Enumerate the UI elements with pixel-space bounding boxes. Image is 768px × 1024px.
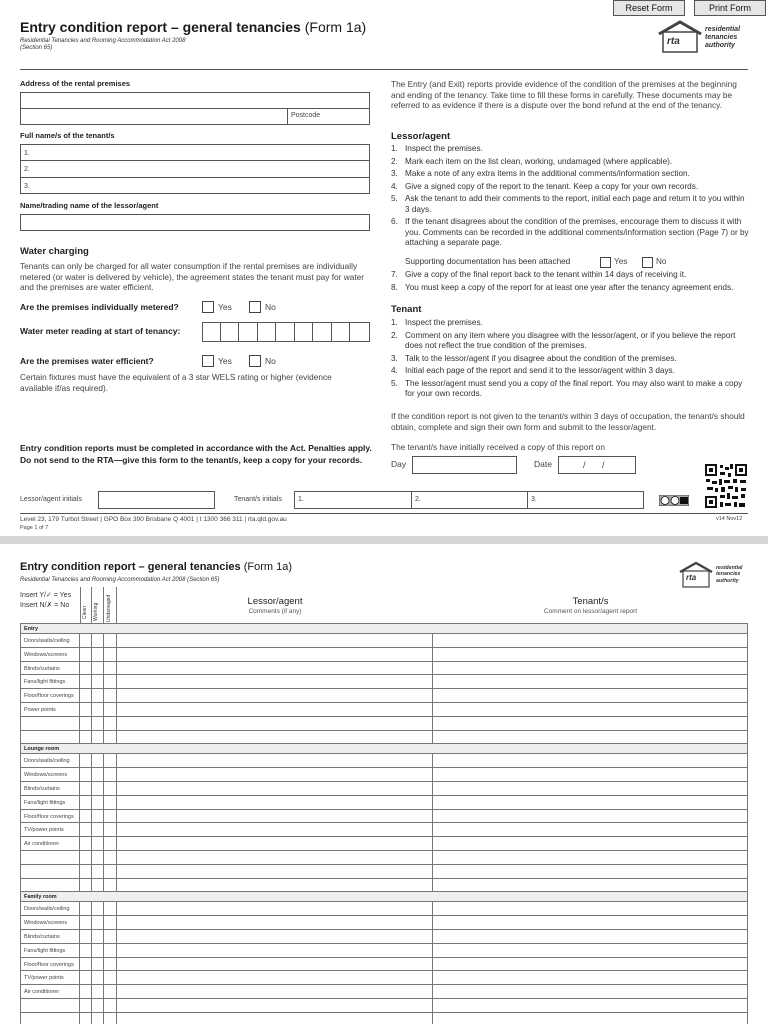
not-given-text: If the condition report is not given to the tenant/s within 3 days of occupation, the tenant/s should obtain, complete and sign their own form and submit to the lessor/agent. — [391, 411, 745, 432]
table-row — [21, 823, 747, 837]
tenant-comment-cell[interactable] — [433, 768, 747, 781]
working-cell[interactable] — [92, 837, 104, 850]
clean-cell[interactable] — [80, 971, 92, 984]
lessor-comment-cell[interactable] — [117, 810, 433, 823]
meter-reading-label: Water meter reading at start of tenancy: — [20, 326, 181, 336]
table-row — [21, 999, 747, 1013]
item-label: Air conditioner — [24, 989, 60, 996]
undamaged-cell[interactable] — [104, 985, 117, 998]
item-label: Power points — [24, 707, 56, 713]
lessor-comment-cell[interactable] — [117, 958, 433, 971]
tenant-comment-cell[interactable] — [433, 782, 747, 795]
print-form-button[interactable]: Print Form — [694, 0, 766, 16]
item-label: TV/power points — [24, 975, 64, 982]
page-title: Entry condition report – general tenancies (Form 1a) — [20, 19, 367, 35]
supporting-doc-no-checkbox[interactable] — [642, 257, 653, 268]
efficient-yes-checkbox[interactable] — [202, 355, 214, 367]
tenant-initials-group — [294, 491, 644, 509]
footer-page-number: Page 1 of 7 — [20, 525, 49, 531]
lessor-comment-cell[interactable] — [117, 717, 433, 730]
clean-cell[interactable] — [80, 731, 92, 744]
tenant-comment-cell[interactable] — [433, 902, 747, 915]
tenants-label: Full name/s of the tenant/s — [20, 131, 115, 140]
working-cell[interactable] — [92, 731, 104, 744]
lessor-comment-cell[interactable] — [117, 648, 433, 661]
table-row — [21, 648, 747, 662]
tenant-name-field-2[interactable]: 2. — [21, 161, 369, 178]
item-label: TV/power points — [24, 827, 64, 834]
item-label: Windows/screens — [24, 651, 68, 658]
tenant-initials-field-2[interactable]: 2. — [412, 492, 528, 508]
clean-cell[interactable] — [80, 768, 92, 781]
tenant-comment-cell[interactable] — [433, 916, 747, 929]
item-label: Blinds/curtains — [24, 786, 60, 792]
clean-cell[interactable] — [80, 837, 92, 850]
lessor-comment-cell[interactable] — [117, 865, 433, 878]
page2-act-reference: Residential Tenancies and Rooming Accommodation Act 2008 (Section 65) — [20, 577, 220, 583]
list-item: 4. Initial each page of the report and send it to the lessor/agent within 3 days. — [391, 366, 675, 375]
item-cell — [21, 717, 80, 730]
table-row — [21, 810, 747, 824]
tenant-comment-cell[interactable] — [433, 958, 747, 971]
undamaged-cell[interactable] — [104, 837, 117, 850]
lessor-comment-cell[interactable] — [117, 754, 433, 767]
list-item: 2. Comment on any item where you disagree with the lessor/agent, or if you believe the report does not reflect the true condition of the premises. — [391, 330, 736, 350]
efficient-question: Are the premises water efficient? — [20, 356, 154, 366]
table-row — [21, 796, 747, 810]
tenant-comment-cell[interactable] — [433, 879, 747, 892]
table-row — [21, 689, 747, 703]
efficient-yes-label: Yes — [218, 356, 232, 366]
tenant-initials-field-3[interactable]: 3. — [531, 496, 537, 503]
undamaged-cell[interactable] — [104, 796, 117, 809]
undamaged-cell[interactable] — [104, 703, 117, 716]
tenant-comment-cell[interactable] — [433, 648, 747, 661]
lessor-name-field[interactable] — [20, 214, 370, 231]
item-label: Windows/screens — [24, 772, 68, 779]
tenant-heading: Tenant — [391, 304, 422, 315]
working-cell[interactable] — [92, 971, 104, 984]
working-column-header: Working — [92, 587, 104, 623]
metered-no-checkbox[interactable] — [249, 301, 261, 313]
working-cell[interactable] — [92, 999, 104, 1012]
item-label: Blinds/curtains — [24, 665, 60, 672]
tenant-column-header: Tenant/s — [572, 596, 609, 607]
act-reference: Residential Tenancies and Rooming Accommodation Act 2008 — [20, 38, 186, 44]
item-label: Floor/floor coverings — [24, 961, 74, 968]
lessor-comment-cell[interactable] — [117, 971, 433, 984]
lessor-comment-cell[interactable] — [117, 675, 433, 688]
undamaged-cell[interactable] — [104, 731, 117, 744]
logo-rta-text: rta — [667, 36, 680, 47]
working-cell[interactable] — [92, 754, 104, 767]
list-item: 5. The lessor/agent must send you a copy of the final report. You may also want to make a copy for your own records. — [391, 378, 743, 398]
undamaged-cell[interactable] — [104, 944, 117, 957]
undamaged-cell[interactable] — [104, 634, 117, 647]
clean-cell[interactable] — [80, 703, 92, 716]
tenant-comment-cell[interactable] — [433, 675, 747, 688]
working-cell[interactable] — [92, 930, 104, 943]
day-field[interactable] — [412, 456, 517, 474]
intro-text: The Entry (and Exit) reports provide evidence of the condition of the premises at the beginning and ending of the tenancy. Take time to fill these forms in carefully. These documents may be referred to as evidence if there is a dispute over the bond refund at the end of the tenancy. — [391, 79, 737, 110]
lessor-comment-cell[interactable] — [117, 916, 433, 929]
item-label: Doors/walls/ceiling — [24, 758, 70, 765]
list-item: 6. If the tenant disagrees about the condition of the premises, encourage them to discuss it with you. Comments can be recorded in the additional comments/information section (Page 7) or by attaching a separate page. — [391, 217, 749, 247]
lessor-comment-cell[interactable] — [117, 662, 433, 675]
logo-wordmark: residential tenancies authority — [705, 26, 741, 49]
efficient-no-label: No — [265, 356, 276, 366]
undamaged-cell[interactable] — [104, 1013, 117, 1024]
list-item: 7. Give a copy of the final report back to the tenant within 14 days of receiving it. — [391, 270, 687, 279]
meter-reading-field[interactable] — [202, 322, 370, 342]
lessor-comment-cell[interactable] — [117, 689, 433, 702]
tenant-initials-label: Tenant/s initials — [234, 496, 282, 503]
working-cell[interactable] — [92, 796, 104, 809]
clean-cell[interactable] — [80, 865, 92, 878]
lessor-column-header: Lessor/agent — [247, 596, 303, 607]
list-item: 1. Inspect the premises. — [391, 144, 483, 153]
supporting-doc-no-label: No — [656, 257, 667, 266]
undamaged-cell[interactable] — [104, 851, 117, 864]
working-cell[interactable] — [92, 768, 104, 781]
date-field[interactable]: / / — [558, 456, 636, 474]
working-cell[interactable] — [92, 675, 104, 688]
clean-cell[interactable] — [80, 879, 92, 892]
logo-wordmark: residential tenancies authority — [716, 565, 743, 584]
table-row — [21, 985, 747, 999]
undamaged-cell[interactable] — [104, 662, 117, 675]
item-cell — [21, 879, 80, 892]
list-item: 5. Ask the tenant to add their comments to the report, initial each page and return it to you within 3 days. — [391, 194, 745, 214]
working-cell[interactable] — [92, 703, 104, 716]
tenant-comment-cell[interactable] — [433, 634, 747, 647]
clean-cell[interactable] — [80, 823, 92, 836]
table-row — [21, 902, 747, 916]
lessor-steps-list-continued — [391, 270, 749, 293]
creative-commons-icon — [659, 495, 689, 506]
reset-form-button[interactable]: Reset Form — [613, 0, 685, 16]
efficient-no-checkbox[interactable] — [249, 355, 261, 367]
undamaged-cell[interactable] — [104, 675, 117, 688]
tenant-name-field-1[interactable]: 1. — [21, 145, 369, 161]
lessor-comment-cell[interactable] — [117, 768, 433, 781]
clean-cell[interactable] — [80, 958, 92, 971]
section-label: Entry — [24, 626, 39, 632]
tenant-names-group — [20, 144, 370, 194]
clean-cell[interactable] — [80, 717, 92, 730]
metered-yes-label: Yes — [218, 302, 232, 312]
wels-note: Certain fixtures must have the equivalent of a 3 star WELS rating or higher (evidence available if/as required). — [20, 372, 332, 393]
water-charging-text: Tenants can only be charged for all water consumption if the rental premises are individually metered (or water is delivered by vehicle), the agreement states the tenant must pay for water and the premises are water efficient. — [20, 261, 365, 292]
tenant-comment-cell[interactable] — [433, 731, 747, 744]
supporting-doc-label: Supporting documentation has been attached — [405, 257, 571, 266]
list-item: 1. Inspect the premises. — [391, 318, 483, 327]
undamaged-column-header: Undamaged — [104, 587, 117, 623]
table-row — [21, 717, 747, 731]
clean-cell[interactable] — [80, 675, 92, 688]
lessor-initials-label: Lessor/agent initials — [20, 496, 82, 503]
working-cell[interactable] — [92, 851, 104, 864]
item-label: Windows/screens — [24, 920, 68, 927]
item-cell — [21, 731, 80, 744]
tenant-comment-cell[interactable] — [433, 754, 747, 767]
section-label: Lounge room — [24, 746, 60, 753]
item-label: Doors/walls/ceiling — [24, 638, 70, 644]
tenant-column-subheader: Comment on lessor/agent report — [543, 608, 638, 615]
tenant-comment-cell[interactable] — [433, 851, 747, 864]
metered-yes-checkbox[interactable] — [202, 301, 214, 313]
undamaged-cell[interactable] — [104, 930, 117, 943]
working-cell[interactable] — [92, 717, 104, 730]
working-cell[interactable] — [92, 823, 104, 836]
table-row — [21, 916, 747, 930]
lessor-comment-cell[interactable] — [117, 782, 433, 795]
item-label: Air conditioner — [24, 841, 60, 848]
undamaged-cell[interactable] — [104, 879, 117, 892]
metered-no-label: No — [265, 302, 276, 312]
working-cell[interactable] — [92, 916, 104, 929]
lessor-initials-field[interactable] — [98, 491, 215, 509]
undamaged-cell[interactable] — [104, 823, 117, 836]
tenant-comment-cell[interactable] — [433, 985, 747, 998]
table-row — [21, 944, 747, 958]
tenant-comment-cell[interactable] — [433, 717, 747, 730]
table-row — [21, 851, 747, 865]
lessor-comment-cell[interactable] — [117, 796, 433, 809]
lessor-comment-cell[interactable] — [117, 999, 433, 1012]
undamaged-cell[interactable] — [104, 648, 117, 661]
list-item: 4. Give a signed copy of the report to the tenant. Keep a copy for your own records. — [391, 181, 699, 191]
lessor-agent-heading: Lessor/agent — [391, 131, 451, 142]
working-cell[interactable] — [92, 865, 104, 878]
water-charging-heading: Water charging — [20, 246, 89, 257]
clean-cell[interactable] — [80, 796, 92, 809]
table-row — [21, 930, 747, 944]
table-section-header — [21, 744, 747, 754]
tenant-comment-cell[interactable] — [433, 837, 747, 850]
working-cell[interactable] — [92, 782, 104, 795]
clean-cell[interactable] — [80, 689, 92, 702]
lessor-comment-cell[interactable] — [117, 930, 433, 943]
lessor-comment-cell[interactable] — [117, 985, 433, 998]
clean-cell[interactable] — [80, 1013, 92, 1024]
undamaged-cell[interactable] — [104, 902, 117, 915]
tenant-comment-cell[interactable] — [433, 865, 747, 878]
insert-yes-legend: Insert Y/✓ = Yes — [20, 592, 72, 599]
clean-cell[interactable] — [80, 810, 92, 823]
postcode-label: Postcode — [291, 112, 321, 119]
working-cell[interactable] — [92, 944, 104, 957]
footer-divider — [20, 513, 748, 514]
house-logo-icon — [657, 20, 703, 54]
table-row — [21, 634, 747, 648]
item-label: Floor/floor coverings — [24, 693, 74, 700]
tenant-comment-cell[interactable] — [433, 971, 747, 984]
clean-cell[interactable] — [80, 754, 92, 767]
clean-cell[interactable] — [80, 662, 92, 675]
tenant-comment-cell[interactable] — [433, 823, 747, 836]
lessor-comment-cell[interactable] — [117, 731, 433, 744]
list-item: 3. Make a note of any extra items in the additional comments/information section. — [391, 169, 690, 178]
lessor-comment-cell[interactable] — [117, 703, 433, 716]
footer-address: Level 23, 179 Turbot Street | GPO Box 390 Brisbane Q 4001 | t 1300 366 311 | rta.qld.gov.au — [20, 516, 287, 523]
clean-cell[interactable] — [80, 634, 92, 647]
clean-cell[interactable] — [80, 851, 92, 864]
undamaged-cell[interactable] — [104, 717, 117, 730]
clean-cell[interactable] — [80, 944, 92, 957]
item-cell — [21, 999, 80, 1012]
list-item: 8. You must keep a copy of the report for at least one year after the tenancy agreement ends. — [391, 282, 734, 292]
table-row — [21, 703, 747, 717]
section-label: Family room — [24, 894, 57, 901]
item-label: Floor/floor coverings — [24, 813, 74, 820]
clean-cell[interactable] — [80, 782, 92, 795]
item-label: Fans/light fittings — [24, 679, 66, 686]
logo-rta-text: rta — [686, 573, 697, 582]
postcode-field[interactable] — [320, 109, 368, 123]
undamaged-cell[interactable] — [104, 754, 117, 767]
table-row — [21, 662, 747, 676]
lessor-comment-cell[interactable] — [117, 879, 433, 892]
tenant-comment-cell[interactable] — [433, 810, 747, 823]
table-row — [21, 971, 747, 985]
tenant-name-field-3[interactable]: 3. — [24, 183, 30, 190]
tenant-initials-field-1[interactable]: 1. — [295, 492, 412, 508]
clean-cell[interactable] — [80, 985, 92, 998]
lessor-column-subheader: Comments (if any) — [248, 608, 302, 615]
table-row — [21, 879, 747, 893]
lessor-comment-cell[interactable] — [117, 902, 433, 915]
working-cell[interactable] — [92, 689, 104, 702]
footer-version: v14 Nov12 — [716, 516, 743, 522]
clean-cell[interactable] — [80, 930, 92, 943]
working-cell[interactable] — [92, 985, 104, 998]
table-row — [21, 782, 747, 796]
lessor-steps-list — [391, 144, 749, 249]
table-row — [21, 754, 747, 768]
working-cell[interactable] — [92, 1013, 104, 1024]
working-cell[interactable] — [92, 810, 104, 823]
clean-cell[interactable] — [80, 648, 92, 661]
penalty-notice: Entry condition reports must be completed in accordance with the Act. Penalties apply. Do not send to the RTA—give this form to the tenant/s, keep a copy for your records. — [20, 443, 372, 465]
working-cell[interactable] — [92, 902, 104, 915]
working-cell[interactable] — [92, 662, 104, 675]
metered-question: Are the premises individually metered? — [20, 302, 179, 312]
table-row — [21, 865, 747, 879]
undamaged-cell[interactable] — [104, 810, 117, 823]
clean-cell[interactable] — [80, 902, 92, 915]
insert-no-legend: Insert N/✗ = No — [20, 602, 70, 609]
page-break — [0, 536, 768, 544]
undamaged-cell[interactable] — [104, 958, 117, 971]
date-label: Date — [534, 459, 552, 469]
tenant-comment-cell[interactable] — [433, 1013, 747, 1024]
item-label: Blinds/curtains — [24, 934, 60, 940]
undamaged-cell[interactable] — [104, 999, 117, 1012]
working-cell[interactable] — [92, 958, 104, 971]
item-cell — [21, 865, 80, 878]
lessor-comment-cell[interactable] — [117, 634, 433, 647]
day-label: Day — [391, 459, 407, 469]
table-row — [21, 768, 747, 782]
clean-cell[interactable] — [80, 916, 92, 929]
tenant-comment-cell[interactable] — [433, 796, 747, 809]
undamaged-cell[interactable] — [104, 768, 117, 781]
undamaged-cell[interactable] — [104, 689, 117, 702]
item-label: Doors/walls/ceiling — [24, 906, 70, 913]
undamaged-cell[interactable] — [104, 865, 117, 878]
lessor-comment-cell[interactable] — [117, 837, 433, 850]
condition-table — [20, 623, 748, 1024]
header-divider — [20, 69, 748, 70]
working-cell[interactable] — [92, 648, 104, 661]
tenant-comment-cell[interactable] — [433, 930, 747, 943]
supporting-doc-yes-checkbox[interactable] — [600, 257, 611, 268]
received-text: The tenant/s have initially received a copy of this report on — [391, 442, 605, 452]
clean-column-header: Clean — [80, 587, 92, 623]
qr-code-icon — [704, 463, 748, 509]
working-cell[interactable] — [92, 634, 104, 647]
page2-title: Entry condition report – general tenancies (Form 1a) — [20, 561, 293, 573]
tenant-comment-cell[interactable] — [433, 703, 747, 716]
lessor-comment-cell[interactable] — [117, 851, 433, 864]
table-row — [21, 1013, 747, 1024]
table-section-header — [21, 892, 747, 902]
tenant-comment-cell[interactable] — [433, 999, 747, 1012]
table-row — [21, 731, 747, 745]
address-label: Address of the rental premises — [20, 79, 131, 88]
item-cell — [21, 851, 80, 864]
table-row — [21, 837, 747, 851]
table-row — [21, 958, 747, 972]
working-cell[interactable] — [92, 879, 104, 892]
clean-cell[interactable] — [80, 999, 92, 1012]
tenant-comment-cell[interactable] — [433, 689, 747, 702]
undamaged-cell[interactable] — [104, 971, 117, 984]
tenant-steps-list — [391, 318, 746, 400]
supporting-doc-yes-label: Yes — [614, 257, 628, 266]
item-cell — [21, 1013, 80, 1024]
tenant-comment-cell[interactable] — [433, 662, 747, 675]
section-reference: (Section 65) — [20, 45, 53, 51]
item-label: Fans/light fittings — [24, 947, 66, 954]
table-section-header — [21, 624, 747, 634]
lessor-comment-cell[interactable] — [117, 823, 433, 836]
tenant-comment-cell[interactable] — [433, 944, 747, 957]
table-row — [21, 675, 747, 689]
undamaged-cell[interactable] — [104, 916, 117, 929]
list-item: 3. Talk to the lessor/agent if you disagree about the condition of the premises. — [391, 353, 677, 363]
undamaged-cell[interactable] — [104, 782, 117, 795]
lessor-comment-cell[interactable] — [117, 944, 433, 957]
item-label: Fans/light fittings — [24, 799, 66, 806]
lessor-name-label: Name/trading name of the lessor/agent — [20, 201, 159, 210]
list-item: 2. Mark each item on the list clean, working, undamaged (where applicable). — [391, 156, 673, 166]
lessor-comment-cell[interactable] — [117, 1013, 433, 1024]
